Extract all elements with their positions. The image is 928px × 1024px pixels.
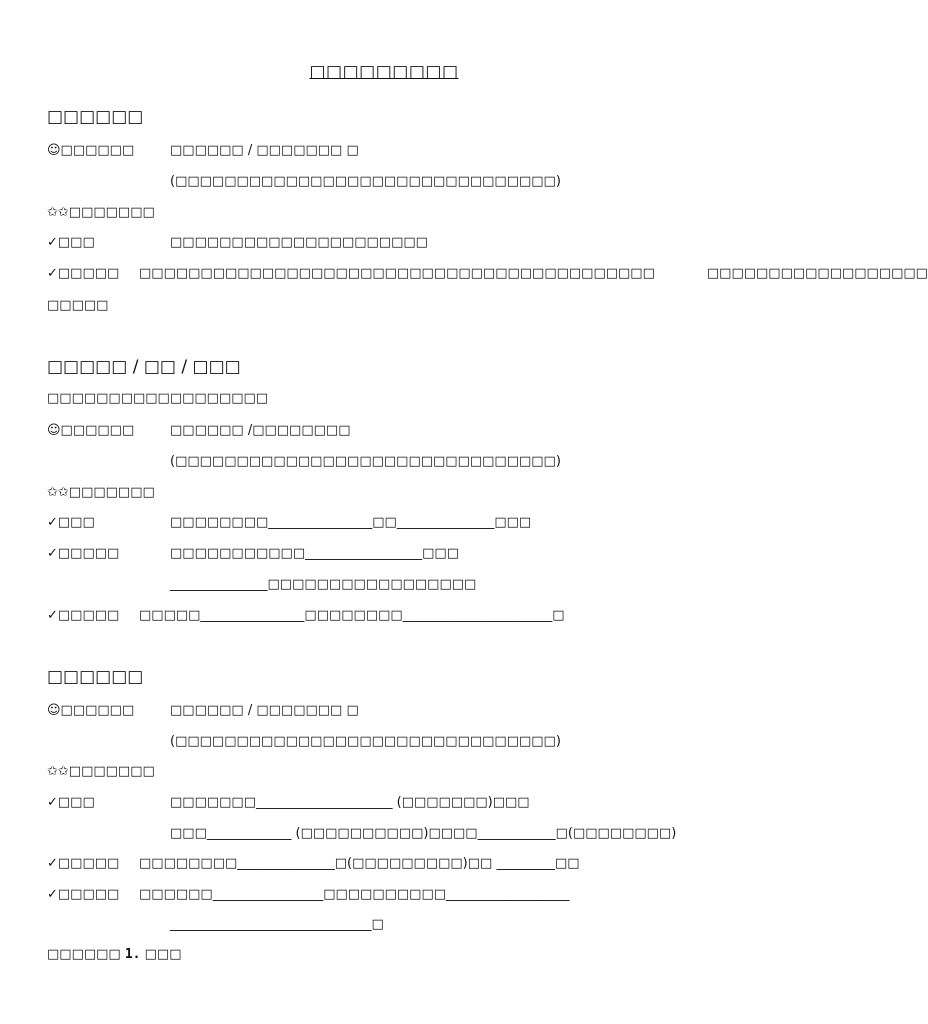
line-text: □□□□□□□ [170, 795, 256, 810]
line-label: ☺□□□□□□ [47, 423, 135, 438]
line-text: □□□□□□□□□□□□□□□□□□□□□□□□□□□□□□□□□□□□□□□□□□ [139, 266, 655, 281]
fill-blank: ________________ [268, 515, 373, 530]
fill-blank: __________________ [305, 546, 423, 561]
section-footer [47, 945, 182, 965]
section2-line-7 [47, 606, 564, 626]
fill-blank: _________ [496, 856, 555, 871]
line-text-2: □□□□□□□□□□□□□□□□□□ [706, 266, 928, 281]
line-label: ☺□□□□□□ [47, 703, 135, 718]
line-text: □□□ [494, 515, 532, 530]
line-text: □□□□□□□□□□□□□□□□□ [267, 577, 477, 592]
line-text: □□□□□□ / □□□□□□□ □ [170, 703, 359, 718]
line-text: □□□□□□ /□□□□□□□□ [170, 423, 351, 438]
line-text: □□□□□□ / □□□□□□□ □ [170, 143, 359, 158]
section1-line-6: □□□□□ [47, 298, 109, 313]
line-label: ✓□□□ [47, 235, 95, 250]
section1-line-5 [47, 264, 928, 284]
section3-line-4 [47, 793, 530, 813]
section1-line-2: (□□□□□□□□□□□□□□□□□□□□□□□□□□□□□□□) [170, 174, 561, 189]
fill-blank: ________________ [200, 608, 305, 623]
fill-blank: _____________ [206, 826, 292, 841]
footer-number: 1. [124, 947, 141, 962]
section2-line-6 [170, 575, 476, 595]
line-label: ✓□□□ [47, 795, 95, 810]
line-text: □□□□□ [139, 608, 201, 623]
line-label: ✓□□□□□ [47, 608, 120, 623]
fill-blank: _____________________ [255, 795, 393, 810]
line-text: □□□□□□□□ [304, 608, 403, 623]
line-text: □□□□□□□□□□□ [170, 546, 306, 561]
line-text: □(□□□□□□□□) [555, 826, 677, 841]
line-text: □□□□□□ [139, 887, 213, 902]
section3-line-7 [47, 885, 570, 905]
fill-blank: _______________________ [402, 608, 553, 623]
section-heading-3: □□□□□□ [47, 667, 144, 687]
section1-line-4 [47, 233, 428, 253]
section3-line-8 [170, 915, 384, 935]
line-text: (□□□□□□□)□□□ [392, 795, 530, 810]
footer-suffix: □□□ [144, 947, 182, 962]
section3-line-6 [47, 854, 580, 874]
section2-line-5 [47, 544, 459, 564]
fill-blank: _______________ [170, 577, 268, 592]
fill-blank: ____________ [477, 826, 556, 841]
line-label: ✓□□□ [47, 515, 95, 530]
line-label: ✓□□□□□ [47, 546, 120, 561]
line-text: (□□□□□□□□□□)□□□□ [291, 826, 478, 841]
line-label: ✓□□□□□ [47, 266, 120, 281]
section2-line-4 [47, 513, 531, 533]
section3-line-2: (□□□□□□□□□□□□□□□□□□□□□□□□□□□□□□□) [170, 734, 561, 749]
fill-blank: ___________________ [446, 887, 570, 902]
line-label: ✓□□□□□ [47, 856, 120, 871]
section1-line-3: ✩✩□□□□□□□ [47, 205, 155, 220]
line-text: □□□□□□□□ [139, 856, 238, 871]
section-heading-2: □□□□□ / □□ / □□□ [47, 357, 241, 377]
line-text: □□□□□□□□□□□□□□□□□□□□□ [170, 235, 428, 250]
fill-blank: _______________ [396, 515, 495, 530]
section-heading-1: □□□□□□ [47, 107, 144, 127]
line-text: □□□□□□□□□□ [323, 887, 447, 902]
section2-intro: □□□□□□□□□□□□□□□□□□ [47, 391, 269, 406]
section3-line-3: ✩✩□□□□□□□ [47, 764, 155, 779]
section1-line-1 [47, 141, 359, 161]
fill-blank: _______________________________ [170, 917, 372, 932]
section3-line-5 [170, 824, 676, 844]
line-text: □□□□□□□□ [170, 515, 269, 530]
line-text: □□□ [170, 826, 207, 841]
line-label: ✓□□□□□ [47, 887, 120, 902]
document-title: □□□□□□□□□ [309, 62, 459, 82]
fill-blank: _________________ [212, 887, 324, 902]
section2-line-1 [47, 421, 350, 441]
line-text: □□ [372, 515, 397, 530]
section3-line-1 [47, 701, 359, 721]
line-text: □(□□□□□□□□□)□□ [334, 856, 497, 871]
footer-prefix: □□□□□□ [47, 947, 121, 962]
section2-line-2: (□□□□□□□□□□□□□□□□□□□□□□□□□□□□□□□) [170, 454, 561, 469]
line-label: ☺□□□□□□ [47, 143, 135, 158]
line-text: □□ [554, 856, 580, 871]
line-text: □ [371, 917, 384, 932]
line-text: □ [552, 608, 565, 623]
fill-blank: _______________ [237, 856, 335, 871]
section2-line-3: ✩✩□□□□□□□ [47, 485, 155, 500]
line-text: □□□ [422, 546, 459, 561]
